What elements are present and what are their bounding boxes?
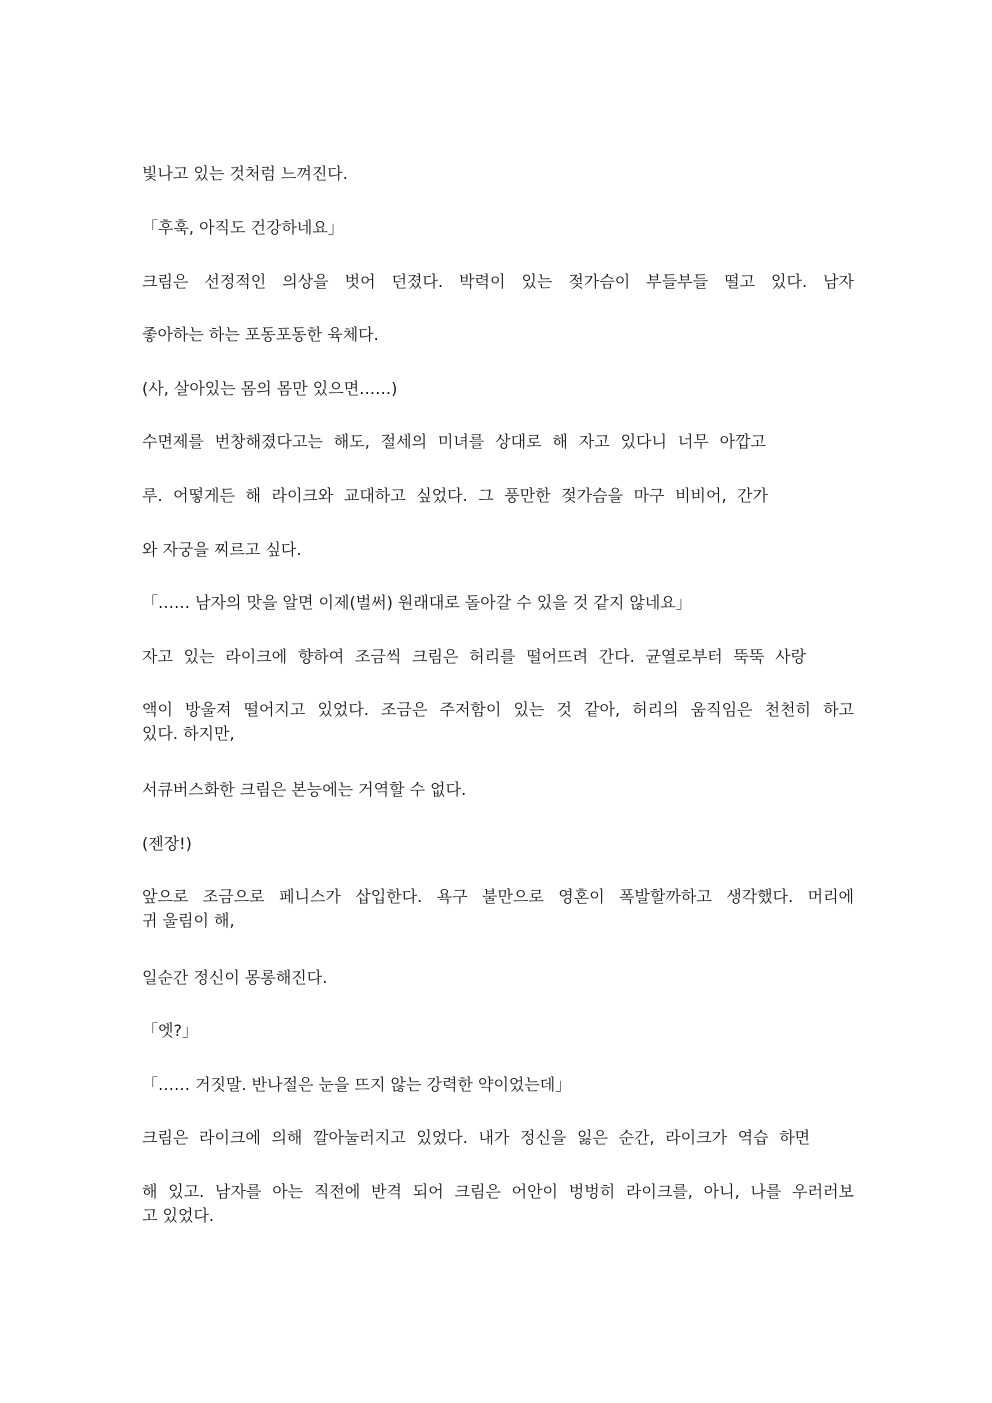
paragraph-2 xyxy=(142,216,854,240)
text-line: 일순간 정신이 몽롱해진다. xyxy=(142,968,328,987)
text-line: 자고 있는 라이크에 향하여 조금씩 크림은 허리를 떨어뜨려 간다. 균열로부터 뚝뚝 사랑 xyxy=(142,647,806,666)
text-line: 「후훅, 아직도 건강하네요」 xyxy=(142,218,344,237)
paragraph-17 xyxy=(142,1073,854,1097)
paragraph-3 xyxy=(142,270,854,294)
paragraph-13 xyxy=(142,832,854,856)
paragraph-18 xyxy=(142,1126,810,1150)
text-line: 루. 어떻게든 해 라이크와 교대하고 싶었다. 그 풍만한 젖가슴을 마구 비비어, 간가 xyxy=(142,486,768,505)
text-line: 액이 방울져 떨어지고 있었다. 조금은 주저함이 있는 것 같아, 허리의 움직임은 천천히 하고 xyxy=(142,700,854,719)
paragraph-12 xyxy=(142,778,854,802)
paragraph-14 xyxy=(142,885,854,933)
paragraph-7 xyxy=(142,484,768,508)
paragraph-16 xyxy=(142,1019,854,1043)
text-line: 해 있고. 남자를 아는 직전에 반격 되어 크림은 어안이 벙벙히 라이크를, 아니, 나를 우러러보 xyxy=(142,1182,854,1201)
text-line: 수면제를 번창해졌다고는 해도, 절세의 미녀를 상대로 해 자고 있다니 너무 아깝고 xyxy=(142,432,766,451)
paragraph-15 xyxy=(142,966,854,990)
paragraph-9 xyxy=(142,591,854,615)
text-line: (사, 살아있는 몸의 몸만 있으면……) xyxy=(142,379,398,398)
text-line: 크림은 라이크에 의해 깔아눌러지고 있었다. 내가 정신을 잃은 순간, 라이크가 역습 하면 xyxy=(142,1128,810,1147)
paragraph-8 xyxy=(142,538,854,562)
text-line: 앞으로 조금으로 페니스가 삽입한다. 욕구 불만으로 영혼이 폭발할까하고 생각했다. 머리에 xyxy=(142,887,854,906)
text-line: 고 있었다. xyxy=(142,1206,214,1225)
paragraph-11 xyxy=(142,698,854,746)
paragraph-5 xyxy=(142,377,854,401)
text-line: 크림은 선정적인 의상을 벗어 던졌다. 박력이 있는 젖가슴이 부들부들 떨고 있다. 남자 xyxy=(142,272,854,291)
paragraph-4 xyxy=(142,323,854,347)
text-line: 「엣?」 xyxy=(142,1021,198,1040)
text-line: 서큐버스화한 크림은 본능에는 거역할 수 없다. xyxy=(142,780,467,799)
text-line: 좋아하는 하는 포동포동한 육체다. xyxy=(142,325,379,344)
text-line: 귀 울림이 해, xyxy=(142,911,235,930)
text-line: 빛나고 있는 것처럼 느껴진다. xyxy=(142,164,348,183)
text-line: 와 자궁을 찌르고 싶다. xyxy=(142,540,302,559)
text-line: 있다. 하지만, xyxy=(142,724,235,743)
text-line: 「…… 남자의 맛을 알면 이제(벌써) 원래대로 돌아갈 수 있을 것 같지 않네요」 xyxy=(142,593,692,612)
paragraph-1 xyxy=(142,162,854,186)
paragraph-19 xyxy=(142,1180,854,1228)
paragraph-10 xyxy=(142,645,806,669)
text-line: 「…… 거짓말. 반나절은 눈을 뜨지 않는 강력한 약이었는데」 xyxy=(142,1075,572,1094)
paragraph-6 xyxy=(142,430,766,454)
text-line: (젠장!) xyxy=(142,834,192,853)
